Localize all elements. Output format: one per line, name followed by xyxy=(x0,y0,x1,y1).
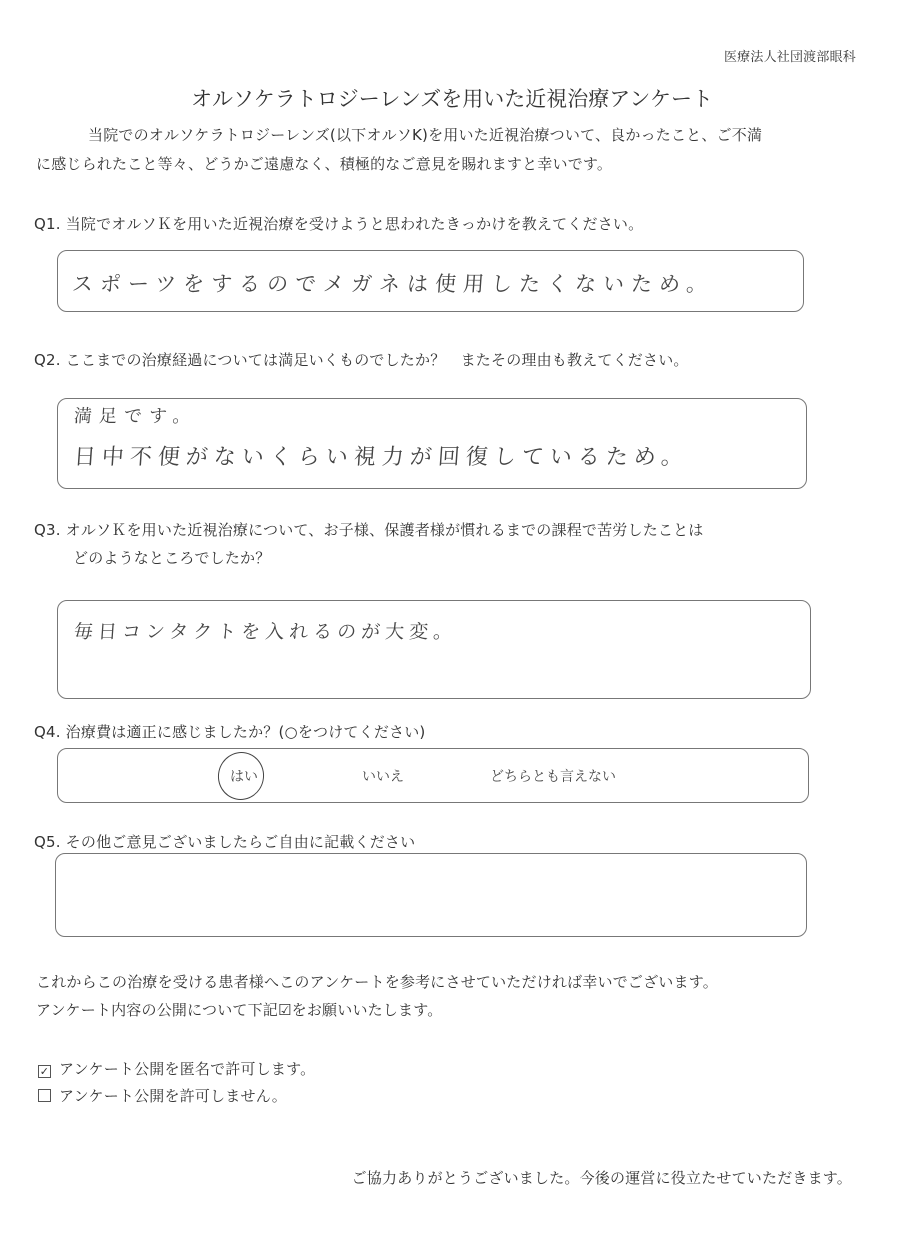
intro-line-2: に感じられたこと等々、どうかご遠慮なく、積極的なご意見を賜れますと幸いです。 xyxy=(36,155,613,173)
checked-checkbox-icon[interactable]: ✓ xyxy=(39,1065,50,1078)
page-title: オルソケラトロジーレンズを用いた近視治療アンケート xyxy=(191,87,713,111)
consent-option-anonymous[interactable] xyxy=(38,1058,315,1079)
consent-label: アンケート公開を許可しません。 xyxy=(59,1087,288,1105)
organization-name: 医療法人社団渡部眼科 xyxy=(723,50,856,65)
q3-question-line-2: どのようなところでしたか？ xyxy=(73,549,271,567)
q5-answer-box[interactable] xyxy=(55,853,807,937)
q4-option-yes[interactable]: はい xyxy=(230,769,258,785)
q2-answer-line-2: 日中不便がないくらい視力が回復しているため。 xyxy=(72,445,690,470)
q3-question-line-1: Q3. オルソＫを用いた近視治療について、お子様、保護者様が慣れるまでの課程で苦労したことは xyxy=(34,521,704,539)
q2-answer-line-1: 満足です。 xyxy=(73,406,199,427)
q3-answer: 毎日コンタクトを入れるのが大変。 xyxy=(73,621,458,643)
q2-question: Q2. ここまでの治療経過については満足いくものでしたか？ またその理由も教えてください。 xyxy=(34,351,689,369)
q4-option-neither[interactable]: どちらとも言えない xyxy=(490,769,616,785)
q4-option-no[interactable]: いいえ xyxy=(362,769,404,785)
q1-question: Q1. 当院でオルソＫを用いた近視治療を受けようと思われたきっかけを教えてください。 xyxy=(34,215,644,233)
q1-answer: スポーツをするのでメガネは使用したくないため。 xyxy=(71,272,716,296)
thanks-text: ご協力ありがとうございました。今後の運営に役立たせていただきます。 xyxy=(351,1169,852,1187)
q4-options-box xyxy=(57,748,809,803)
closing-line-1: これからこの治療を受ける患者様へこのアンケートを参考にさせていただければ幸いでございます。 xyxy=(36,973,718,991)
q5-question: Q5. その他ご意見ございましたらご自由に記載ください xyxy=(34,833,416,851)
intro-line-1: 当院でのオルソケラトロジーレンズ(以下オルソK)を用いた近視治療ついて、良かったこと、ご不満 xyxy=(88,126,763,144)
closing-line-2: アンケート内容の公開について下記☑をお願いいたします。 xyxy=(36,1001,443,1019)
consent-label: アンケート公開を匿名で許可します。 xyxy=(59,1060,316,1078)
q4-question: Q4. 治療費は適正に感じましたか？(○をつけてください) xyxy=(34,723,426,741)
checkbox-icon[interactable] xyxy=(38,1089,51,1102)
consent-option-deny[interactable] xyxy=(38,1085,287,1106)
q3-answer-box[interactable] xyxy=(57,600,811,699)
